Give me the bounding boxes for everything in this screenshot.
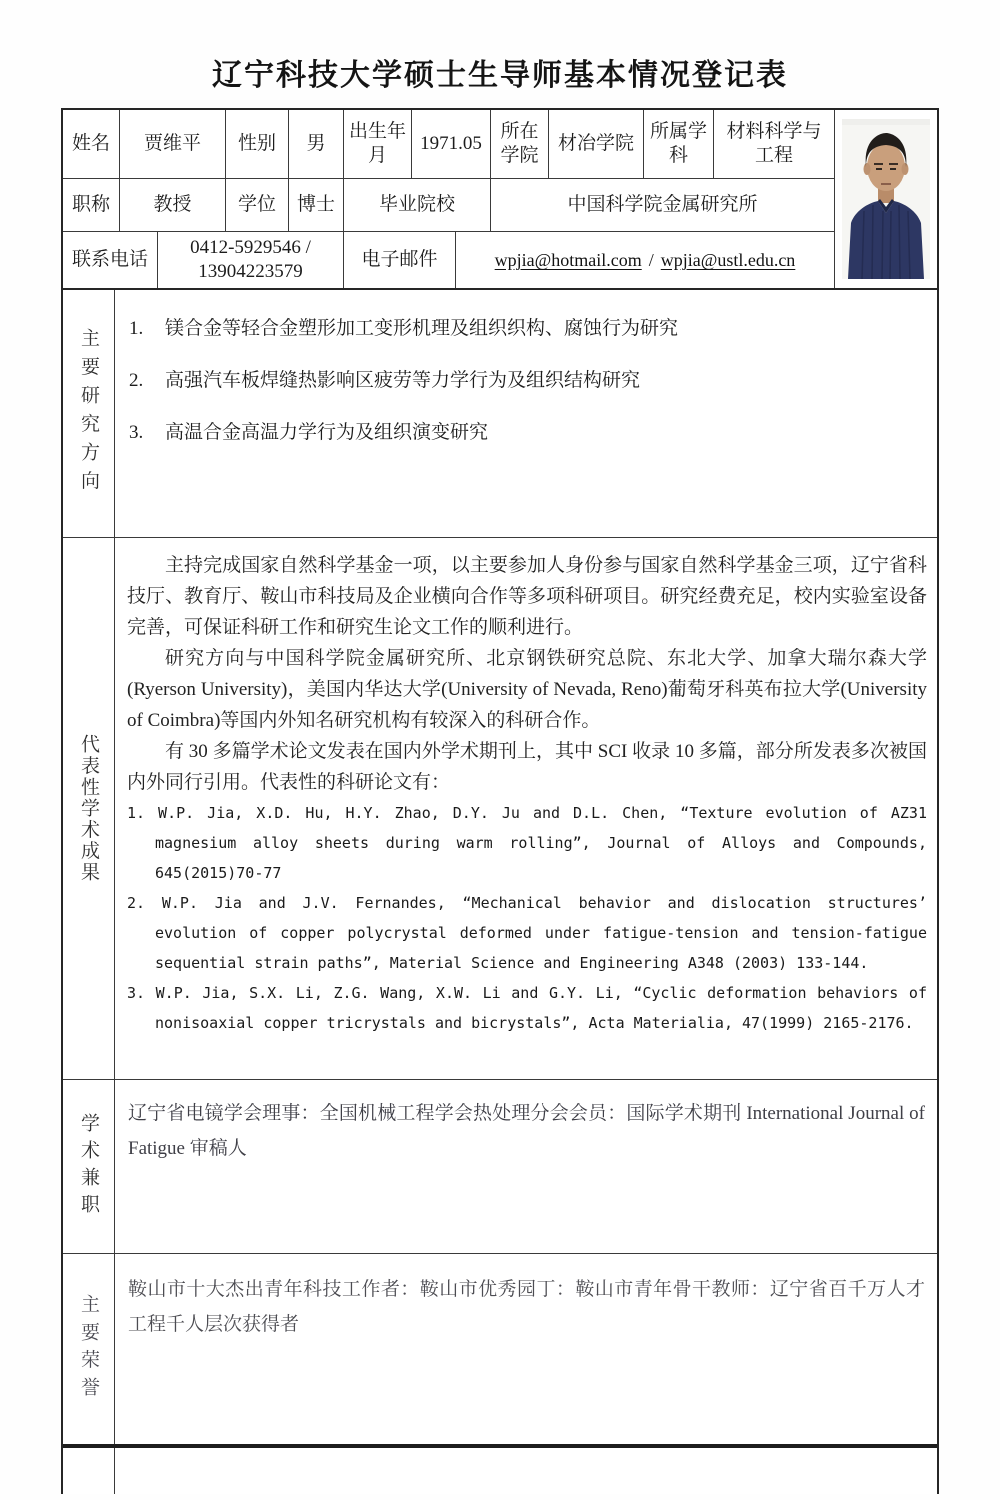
section-label-cell <box>63 1080 115 1253</box>
portrait-photo-graphic <box>842 119 930 279</box>
job-title-label-cell: 职称 <box>63 179 120 231</box>
college-label-cell: 所在学院 <box>491 110 549 178</box>
email-link-secondary[interactable]: wpjia@ustl.edu.cn <box>660 250 796 270</box>
positions-text: 辽宁省电镜学会理事：全国机械工程学会热处理分会会员：国际学术期刊 International Journal of Fatigue 审稿人 <box>128 1103 925 1159</box>
phone-number-line2: 13904223579 <box>198 261 303 282</box>
phone-number-line1: 0412-5929546 / <box>190 237 311 258</box>
item-text: 高强汽车板焊缝热影响区疲劳等力学行为及组织结构研究 <box>165 370 641 391</box>
section-content <box>115 538 937 1079</box>
section-honors <box>63 1254 937 1448</box>
section-label: 学术兼职 <box>78 1112 99 1221</box>
discipline-value-cell: 材料科学与工程 <box>714 110 835 178</box>
phone-label-cell: 联系电话 <box>63 232 158 288</box>
section-label-cell <box>63 538 115 1079</box>
email-separator: / <box>648 250 654 270</box>
honors-text: 鞍山市十大杰出青年科技工作者：鞍山市优秀园丁：鞍山市青年骨干教师：辽宁省百千万人才工程千人层次获得者 <box>128 1279 925 1335</box>
photo-cell <box>835 110 937 288</box>
list-item <box>129 316 927 342</box>
section-label-cell <box>63 1254 115 1444</box>
birth-label-cell: 出生年月 <box>344 110 412 178</box>
page-title: 辽宁科技大学硕士生导师基本情况登记表 <box>212 59 788 92</box>
paragraph: 主持完成国家自然科学基金一项，以主要参加人身份参与国家自然科学基金三项，辽宁省科技厅、教育厅、鞍山市科技局及企业横向合作等多项科研项目。研究经费充足，校内实验室设备完善，可保证科研工作和研究生论文工作的顺利进行。 <box>127 555 927 638</box>
portrait-photo <box>842 119 930 279</box>
email-label-cell: 电子邮件 <box>344 232 456 288</box>
email-link-primary[interactable]: wpjia@hotmail.com <box>494 250 642 270</box>
basic-info-grid <box>63 110 835 288</box>
item-text: 镁合金等轻合金塑形加工变形机理及组织织构、腐蚀行为研究 <box>165 318 679 339</box>
discipline-label-cell: 所属学科 <box>644 110 714 178</box>
section-label: 主要研究方向 <box>78 328 99 499</box>
section-academic-positions <box>63 1080 937 1254</box>
paragraph: 有 30 多篇学术论文发表在国内外学术期刊上，其中 SCI 收录 10 多篇，部分所发表多次被国内外同行引用。代表性的科研论文有： <box>127 741 927 793</box>
school-label-cell: 毕业院校 <box>344 179 491 231</box>
registration-table <box>61 108 939 1494</box>
item-number: 1. <box>129 318 144 339</box>
section-label: 主要荣誉 <box>78 1293 99 1405</box>
item-number: 2. <box>129 370 144 391</box>
table-row <box>63 179 835 232</box>
school-value-cell: 中国科学院金属研究所 <box>491 179 835 231</box>
list-item <box>129 368 927 394</box>
basic-info-block <box>63 110 937 290</box>
item-text: 高温合金高温力学行为及组织演变研究 <box>165 422 489 443</box>
publication-item: 3. W.P. Jia, S.X. Li, Z.G. Wang, X.W. Li and G.Y. Li, “Cyclic deformation behaviors of nonisoaxial copper tricrystals and bicrystals”, Acta Materialia, 47(1999) 2165-2176. <box>127 984 927 1032</box>
section-content <box>115 1254 937 1444</box>
section-label-cell <box>63 1448 115 1494</box>
phone-value-cell <box>158 232 344 288</box>
section-research-directions <box>63 290 937 538</box>
degree-label-cell: 学位 <box>226 179 289 231</box>
section-partial-row <box>63 1448 937 1494</box>
item-number: 3. <box>129 422 144 443</box>
job-title-value-cell: 教授 <box>120 179 226 231</box>
section-label-cell <box>63 290 115 537</box>
paragraph: 研究方向与中国科学院金属研究所、北京钢铁研究总院、东北大学、加拿大瑞尔森大学(Ryerson University)，美国内华达大学(University of Nevada, Reno)葡萄牙科英布拉大学(University of Coimbra)等国内外知名研究机构有较深入的科研合作。 <box>127 648 927 731</box>
college-value-cell: 材冶学院 <box>549 110 644 178</box>
table-row <box>63 232 835 288</box>
section-content <box>115 1448 937 1494</box>
gender-label-cell: 性别 <box>226 110 289 178</box>
section-content <box>115 290 937 537</box>
publication-item: 2. W.P. Jia and J.V. Fernandes, “Mechanical behavior and dislocation structures’ evolution of copper polycrystal deformed under fatigue-tension and tension-fatigue sequential strain paths”, Material Science and Engineering A348 (2003) 133-144. <box>127 894 927 972</box>
section-achievements <box>63 538 937 1080</box>
table-row <box>63 110 835 179</box>
gender-value-cell: 男 <box>289 110 344 178</box>
birth-value-cell: 1971.05 <box>412 110 491 178</box>
email-value-cell <box>456 232 835 288</box>
section-content <box>115 1080 937 1253</box>
publication-item: 1. W.P. Jia, X.D. Hu, H.Y. Zhao, D.Y. Ju and D.L. Chen, “Texture evolution of AZ31 magnesium alloy sheets during warm rolling”, Journal of Alloys and Compounds, 645(2015)70-77 <box>127 804 927 882</box>
name-label-cell: 姓名 <box>63 110 120 178</box>
degree-value-cell: 博士 <box>289 179 344 231</box>
section-label: 代表性学术成果 <box>78 734 99 883</box>
list-item <box>129 420 927 446</box>
name-value-cell: 贾维平 <box>120 110 226 178</box>
